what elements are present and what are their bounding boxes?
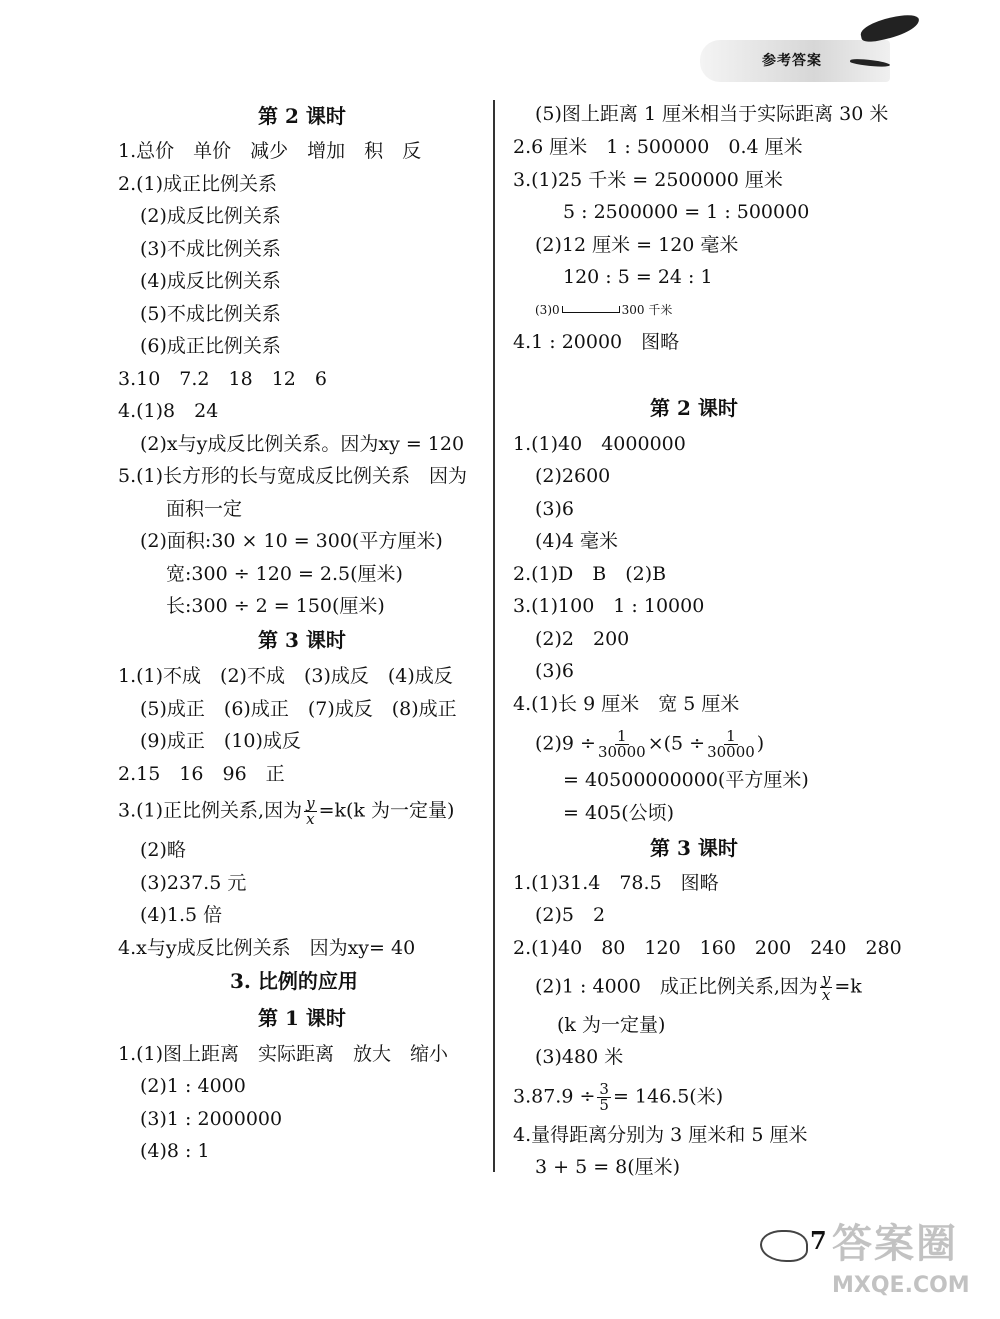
text-segment: ×(5 ÷ [647, 732, 706, 755]
answer-line: (4)1.5 倍 [140, 904, 223, 926]
watermark-url: MXQE.COM [832, 1273, 970, 1298]
answer-line: (3)6 [535, 660, 575, 682]
text-segment: = 146.5(米) [612, 1085, 724, 1108]
answer-line: 2.(1)40 80 120 160 200 240 280 [513, 937, 902, 959]
fraction-numerator: 3 [599, 1080, 609, 1098]
fraction [598, 729, 646, 760]
column-divider [493, 100, 495, 1172]
fraction-numerator: y [821, 970, 831, 988]
section-heading: 3. 比例的应用 [230, 969, 358, 993]
answer-line: 3 + 5 = 8(厘米) [535, 1156, 681, 1178]
fraction [820, 972, 832, 1003]
answer-line: 2.6 厘米 1 : 500000 0.4 厘米 [513, 136, 803, 158]
answer-line: 5 : 2500000 = 1 : 500000 [563, 201, 810, 223]
fraction-denominator: 30000 [597, 743, 646, 761]
answer-line: (2)1 : 4000 [140, 1075, 246, 1097]
fraction [597, 1082, 611, 1113]
answer-line: 120 : 5 = 24 : 1 [563, 266, 713, 288]
answer-line: 3.10 7.2 18 12 6 [118, 368, 327, 390]
answer-line: 1.(1)图上距离 实际距离 放大 缩小 [118, 1043, 449, 1065]
fraction [707, 729, 755, 760]
scale-start-label: (3)0 [535, 303, 560, 317]
section-heading: 第 2 课时 [258, 104, 346, 128]
answer-line-with-fraction [118, 796, 454, 827]
answer-line: (4)8 : 1 [140, 1140, 210, 1162]
answer-line: 4.(1)长 9 厘米 宽 5 厘米 [513, 693, 740, 715]
answer-line: 长:300 ÷ 2 = 150(厘米) [166, 595, 385, 617]
answer-line: = 405(公顷) [563, 802, 675, 824]
text-segment: 3.(1)正比例关系,因为 [118, 799, 303, 822]
answer-line: 1.总价 单价 减少 增加 积 反 [118, 140, 422, 162]
answer-line: 5.(1)长方形的长与宽成反比例关系 因为 [118, 465, 468, 487]
watermark [832, 1212, 982, 1302]
brush-decoration [859, 12, 922, 44]
answer-line: 1.(1)不成 (2)不成 (3)成反 (4)成反 [118, 665, 453, 687]
answer-line: 4.(1)8 24 [118, 400, 219, 422]
fraction-numerator: 1 [617, 727, 627, 745]
answer-line: 面积一定 [166, 498, 243, 520]
answer-line-with-fraction [513, 1082, 723, 1113]
answer-line: (5)成正 (6)成正 (7)成反 (8)成正 [140, 698, 457, 720]
answer-line: (5)不成比例关系 [140, 303, 281, 325]
answer-line-with-fraction [535, 972, 862, 1003]
answer-line-with-fraction [535, 729, 764, 760]
scale-end-label: 300 千米 [621, 303, 673, 317]
answer-line: (4)成反比例关系 [140, 270, 281, 292]
fraction-denominator: 30000 [707, 743, 755, 761]
scale-line [535, 296, 672, 322]
answer-line: 3.(1)25 千米 = 2500000 厘米 [513, 169, 783, 191]
answer-line: 1.(1)31.4 78.5 图略 [513, 872, 719, 894]
text-segment: (2)9 ÷ [535, 732, 596, 755]
answer-line: (9)成正 (10)成反 [140, 730, 301, 752]
answer-line: (2)成反比例关系 [140, 205, 281, 227]
fraction-denominator: 5 [599, 1096, 609, 1114]
answer-line: (2)2 200 [535, 628, 630, 650]
answer-line: 宽:300 ÷ 120 = 2.5(厘米) [166, 563, 403, 585]
scale-bar [562, 306, 620, 313]
answer-line: 2.(1)D B (2)B [513, 563, 667, 585]
section-heading: 第 1 课时 [258, 1006, 346, 1030]
answer-line: (3)1 : 2000000 [140, 1108, 283, 1130]
fraction-denominator: x [306, 810, 315, 828]
header-label: 参考答案 [762, 53, 822, 69]
answer-line: (2)5 2 [535, 904, 606, 926]
answer-line: 4.x与y成反比例关系 因为xy= 40 [118, 937, 416, 959]
answer-line: 1.(1)40 4000000 [513, 433, 686, 455]
answer-line: (3)237.5 元 [140, 872, 247, 894]
section-heading: 第 3 课时 [258, 628, 346, 652]
answer-line: (2)略 [140, 839, 186, 861]
answer-line: 3.(1)100 1 : 10000 [513, 595, 705, 617]
answer-line: (5)图上距离 1 厘米相当于实际距离 30 米 [535, 103, 889, 125]
text-segment: =k [834, 975, 862, 998]
answer-line: (4)4 毫米 [535, 530, 619, 552]
text-segment: ) [756, 732, 765, 755]
text-segment: (2)1 : 4000 成正比例关系,因为 [535, 975, 818, 998]
page-number-decoration [760, 1230, 808, 1262]
answer-line: (2)x与y成反比例关系。因为xy = 120 [140, 433, 465, 455]
text-segment: 3.87.9 ÷ [513, 1085, 596, 1108]
answer-line: (k 为一定量) [557, 1014, 666, 1036]
answer-line: 2.15 16 96 正 [118, 763, 285, 785]
section-heading: 第 3 课时 [650, 836, 738, 860]
answer-line: 2.(1)成正比例关系 [118, 173, 278, 195]
fraction [304, 796, 316, 827]
answer-line: (3)不成比例关系 [140, 238, 281, 260]
page-number: 7 [810, 1226, 827, 1255]
text-segment: =k(k 为一定量) [318, 799, 455, 822]
section-heading: 第 2 课时 [650, 396, 738, 420]
fraction-numerator: y [306, 794, 315, 812]
answer-line: (6)成正比例关系 [140, 335, 281, 357]
fraction-denominator: x [821, 986, 831, 1004]
answer-line: 4.1 : 20000 图略 [513, 331, 680, 353]
answer-line: (3)480 米 [535, 1046, 624, 1068]
answer-line: (2)2600 [535, 465, 611, 487]
watermark-text: 答案圈 [832, 1221, 958, 1267]
answer-line: (2)面积:30 × 10 = 300(平方厘米) [140, 530, 443, 552]
answer-line: (3)6 [535, 498, 575, 520]
answer-line: = 40500000000(平方厘米) [563, 769, 809, 791]
fraction-numerator: 1 [726, 727, 736, 745]
answer-line: 4.量得距离分别为 3 厘米和 5 厘米 [513, 1124, 808, 1146]
answer-line: (2)12 厘米 = 120 毫米 [535, 234, 739, 256]
